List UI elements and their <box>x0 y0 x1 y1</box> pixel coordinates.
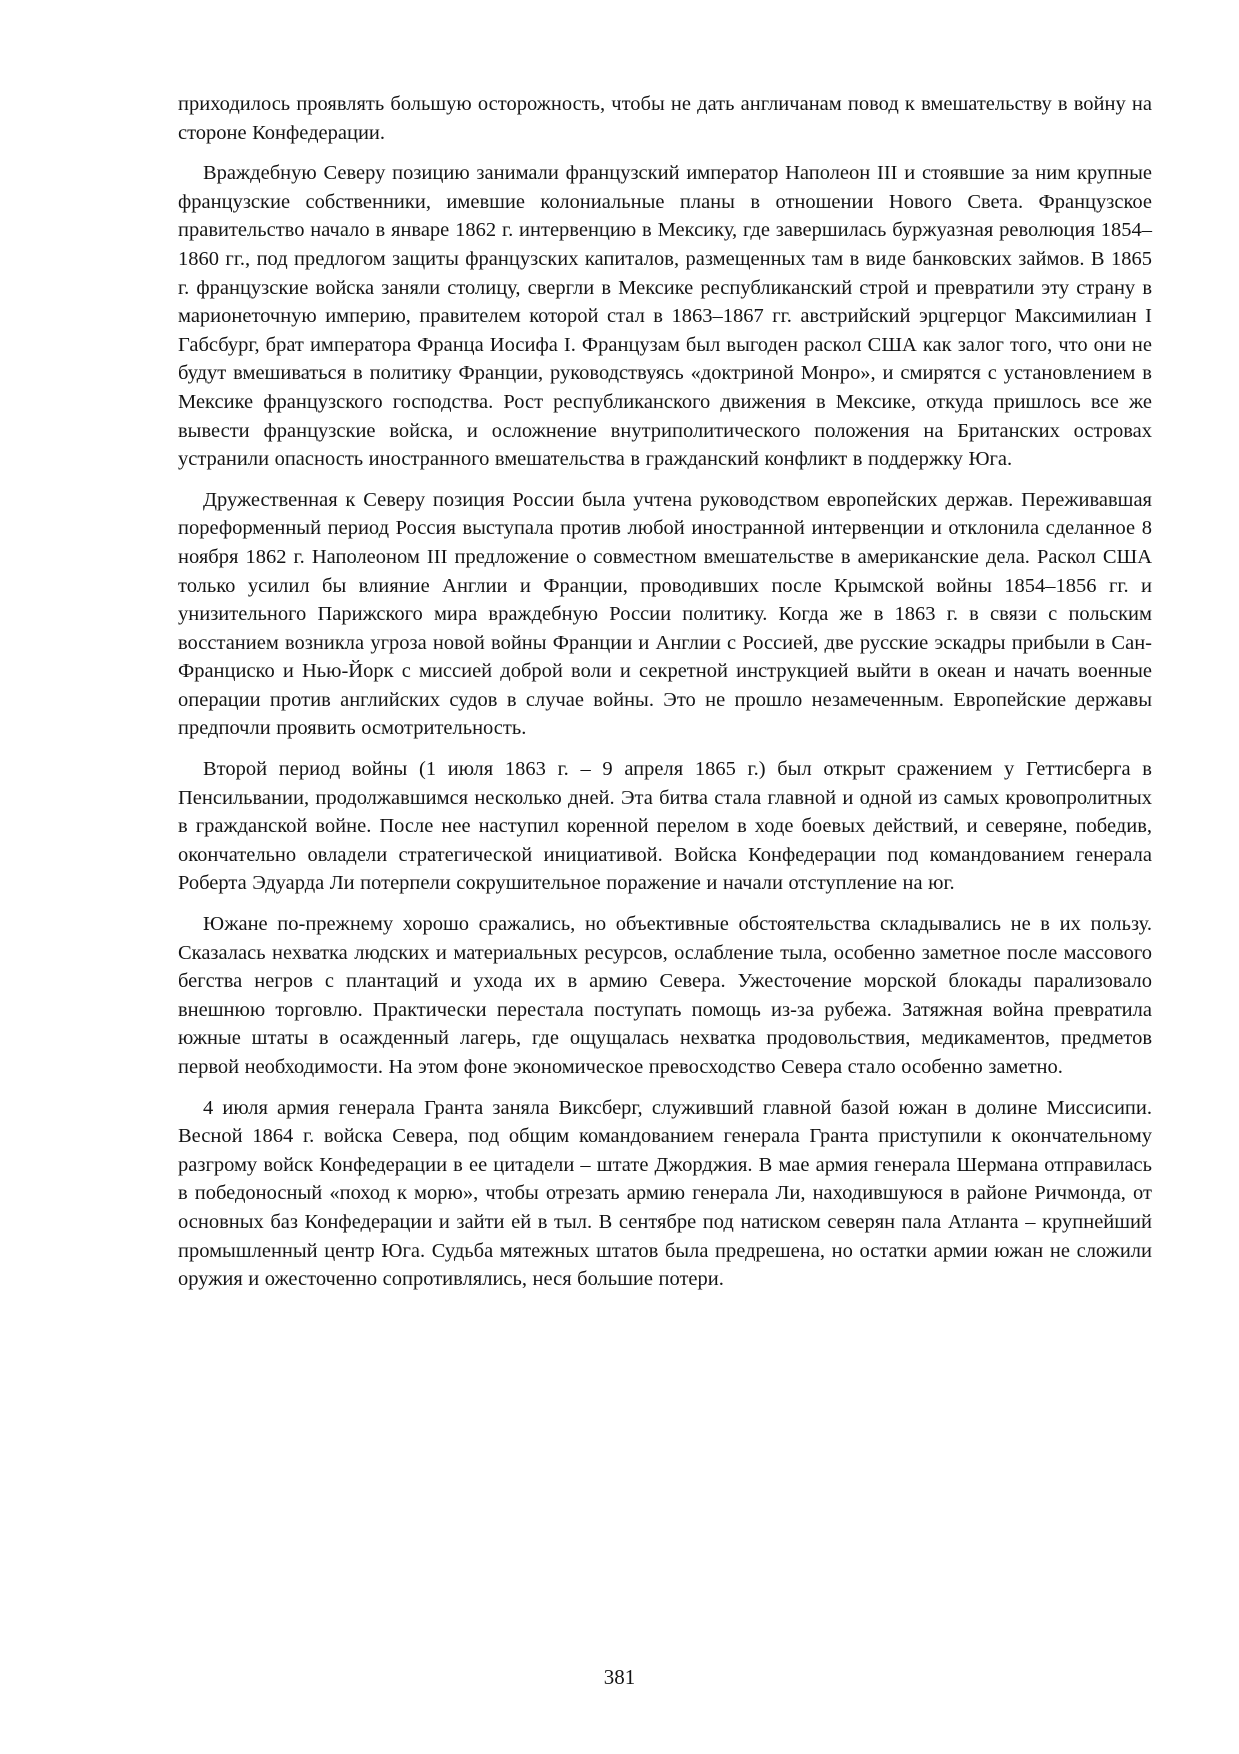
paragraph-southern-situation: Южане по-прежнему хорошо сражались, но объективные обстоятельства складывались не в их пользу. Сказалась нехватка людских и материальных ресурсов, ослабление тыла, особенно заметное после массового бегства негров с плантаций и ухода их в армию Севера. Ужесточение морской блокады парализовало внешнюю торговлю. Практически перестала поступать помощь из-за рубежа. Затяжная война превратила южные штаты в осажденный лагерь, где ощущалась нехватка продовольствия, медикаментов, предметов первой необходимости. На этом фоне экономическое превосходство Севера стало особенно заметно. <box>178 913 1152 1078</box>
paragraph-france-position: Враждебную Северу позицию занимали французский император Наполеон III и стоявшие за ним крупные французские собственники, имевшие колониальные планы в отношении Нового Света. Французское правительство начало в январе 1862 г. интервенцию в Мексику, где завершилась буржуазная революция 1854–1860 гг., под предлогом защиты французских капиталов, размещенных там в виде банковских займов. В 1865 г. французские войска заняли столицу, свергли в Мексике республиканский строй и превратили эту страну в марионеточную империю, правителем которой стал в 1863–1867 гг. австрийский эрцгерцог Максимилиан I Габсбург, брат императора Франца Иосифа I. Французам был выгоден раскол США как залог того, что они не будут вмешиваться в политику Франции, руководствуясь «доктриной Монро», и смирятся с установлением в Мексике французского господства. Рост республиканского движения в Мексике, откуда пришлось все же вывести французские войска, и осложнение внутриполитического положения на Британских островах устранили опасность иностранного вмешательства в гражданский конфликт в поддержку Юга. <box>178 162 1152 471</box>
paragraph-grant-campaign: 4 июля армия генерала Гранта заняла Виксберг, служивший главной базой южан в долине Миссисипи. Весной 1864 г. войска Севера, под общим командованием генерала Гранта приступили к окончательному разгрому войск Конфедерации в ее цитадели – штате Джорджия. В мае армия генерала Шермана отправилась в победоносный «поход к морю», чтобы отрезать армию генерала Ли, находившуюся в районе Ричмонда, от основных баз Конфедерации и зайти ей в тыл. В сентябре под натиском северян пала Атланта – крупнейший промышленный центр Юга. Судьба мятежных штатов была предрешена, но остатки армии южан не сложили оружия и ожесточенно сопротивлялись, неся большие потери. <box>178 1096 1152 1291</box>
paragraph-second-period: Второй период войны (1 июля 1863 г. – 9 апреля 1865 г.) был открыт сражением у Геттисберга в Пенсильвании, продолжавшимся несколько дней. Эта битва стала главной и одной из самых кровопролитных в гражданской войне. После нее наступил коренной перелом в ходе боевых действий, и северяне, победив, окончательно овладели стратегической инициативой. Войска Конфедерации под командованием генерала Роберта Эдуарда Ли потерпели сокрушительное поражение и начали отступление на юг. <box>178 758 1152 895</box>
paragraph-continuation: приходилось проявлять большую осторожность, чтобы не дать англичанам повод к вмешательству в войну на стороне Конфедерации. <box>178 93 1152 144</box>
page-body <box>178 90 1152 1294</box>
paragraph-russia-position: Дружественная к Северу позиция России была учтена руководством европейских держав. Переживавшая пореформенный период Россия выступала против любой иностранной интервенции и отклонила сделанное 8 ноября 1862 г. Наполеоном III предложение о совместном вмешательстве в американские дела. Раскол США только усилил бы влияние Англии и Франции, проводивших после Крымской войны 1854–1856 гг. и унизительного Парижского мира враждебную России политику. Когда же в 1863 г. в связи с польским восстанием возникла угроза новой войны Франции и Англии с Россией, две русские эскадры прибыли в Сан-Франциско и Нью-Йорк с миссией доброй воли и секретной инструкцией выйти в океан и начать военные операции против английских судов в случае войны. Это не прошло незамеченным. Европейские державы предпочли проявить осмотрительность. <box>178 488 1152 740</box>
page-number: 381 <box>603 1665 636 1689</box>
